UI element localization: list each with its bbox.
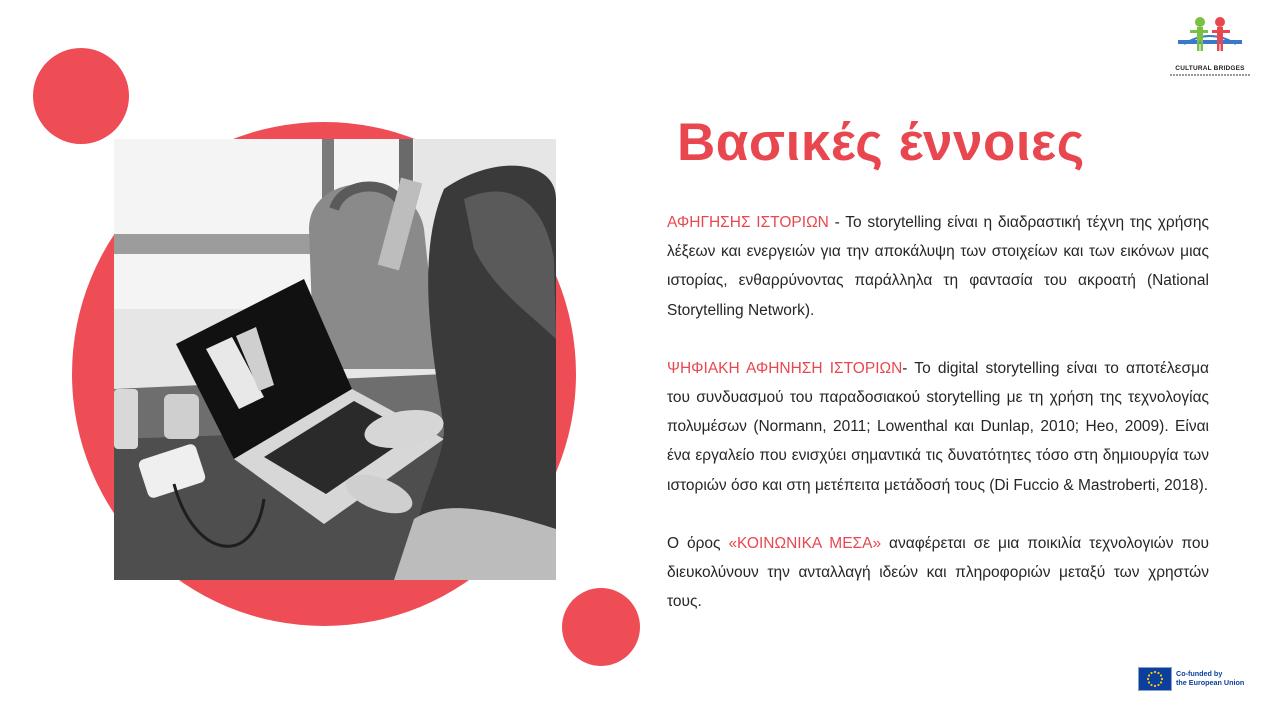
cultural-bridges-logo: [1170, 14, 1250, 90]
logo-tagline-line: [1170, 74, 1250, 76]
paragraph-digital-storytelling: [667, 354, 1209, 500]
paragraph-social-media: [667, 529, 1209, 617]
term-social-media: «ΚΟΙΝΩΝΙΚΑ ΜΕΣΑ»: [728, 534, 882, 552]
bridge-people-icon: [1170, 14, 1250, 64]
term-storytelling: ΑΦΗΓΗΣΗΣ ΙΣΤΟΡΙΩΝ: [667, 214, 829, 231]
laptop-photo: [114, 139, 556, 580]
prefix-social-media: Ο όρος: [667, 534, 729, 552]
definition-storytelling: - Το storytelling είναι η διαδραστική τέχνη της χρήσης λέξεων και ενεργειών για την αποκάλυψη των στοιχείων και των εικόνων μιας ιστορίας, ενθαρρύνοντας παράλληλα τη φαντασία του ακροατή (National Storytelling Network).: [667, 214, 1210, 319]
eu-line-2: the European Union: [1176, 678, 1245, 687]
decorative-circle-bottom: [562, 588, 640, 666]
eu-cofunded-badge: [1138, 667, 1250, 691]
eu-flag-icon: [1138, 667, 1172, 691]
eu-cofunded-text: [1176, 669, 1256, 687]
eu-line-1: Co-funded by: [1176, 669, 1223, 678]
term-digital-storytelling: ΨΗΦΙΑΚΗ ΑΦΗΝΗΣΗ ΙΣΤΟΡΙΩΝ: [667, 359, 903, 377]
body-text: [667, 208, 1209, 645]
slide-title: Βασικές έννοιες: [677, 113, 1085, 172]
logo-name: CULTURAL BRIDGES: [1175, 65, 1245, 72]
definition-digital-storytelling: - Το digital storytelling είναι το αποτέλεσμα του συνδυασμού του παραδοσιακού storytelling με τη χρήση της τεχνολογίας πολυμέσων (Normann, 2011; Lowenthal και Dunlap, 2010; Heo, 2009). Είναι ένα εργαλείο που ενισχύει σημαντικά τις δυνατότητες τόσο στη δημιουργία των ιστοριών όσο και στη μετέπειτα μετάδοσή τους (Di Fuccio & Mastroberti, 2018).: [667, 359, 1209, 494]
definition-social-media: αναφέρεται σε μια ποικιλία τεχνολογιών που διευκολύνουν την ανταλλαγή ιδεών και πληροφοριών μεταξύ των χρηστών τους.: [667, 534, 1210, 611]
decorative-circle-top: [33, 48, 129, 144]
paragraph-storytelling: [667, 208, 1209, 325]
